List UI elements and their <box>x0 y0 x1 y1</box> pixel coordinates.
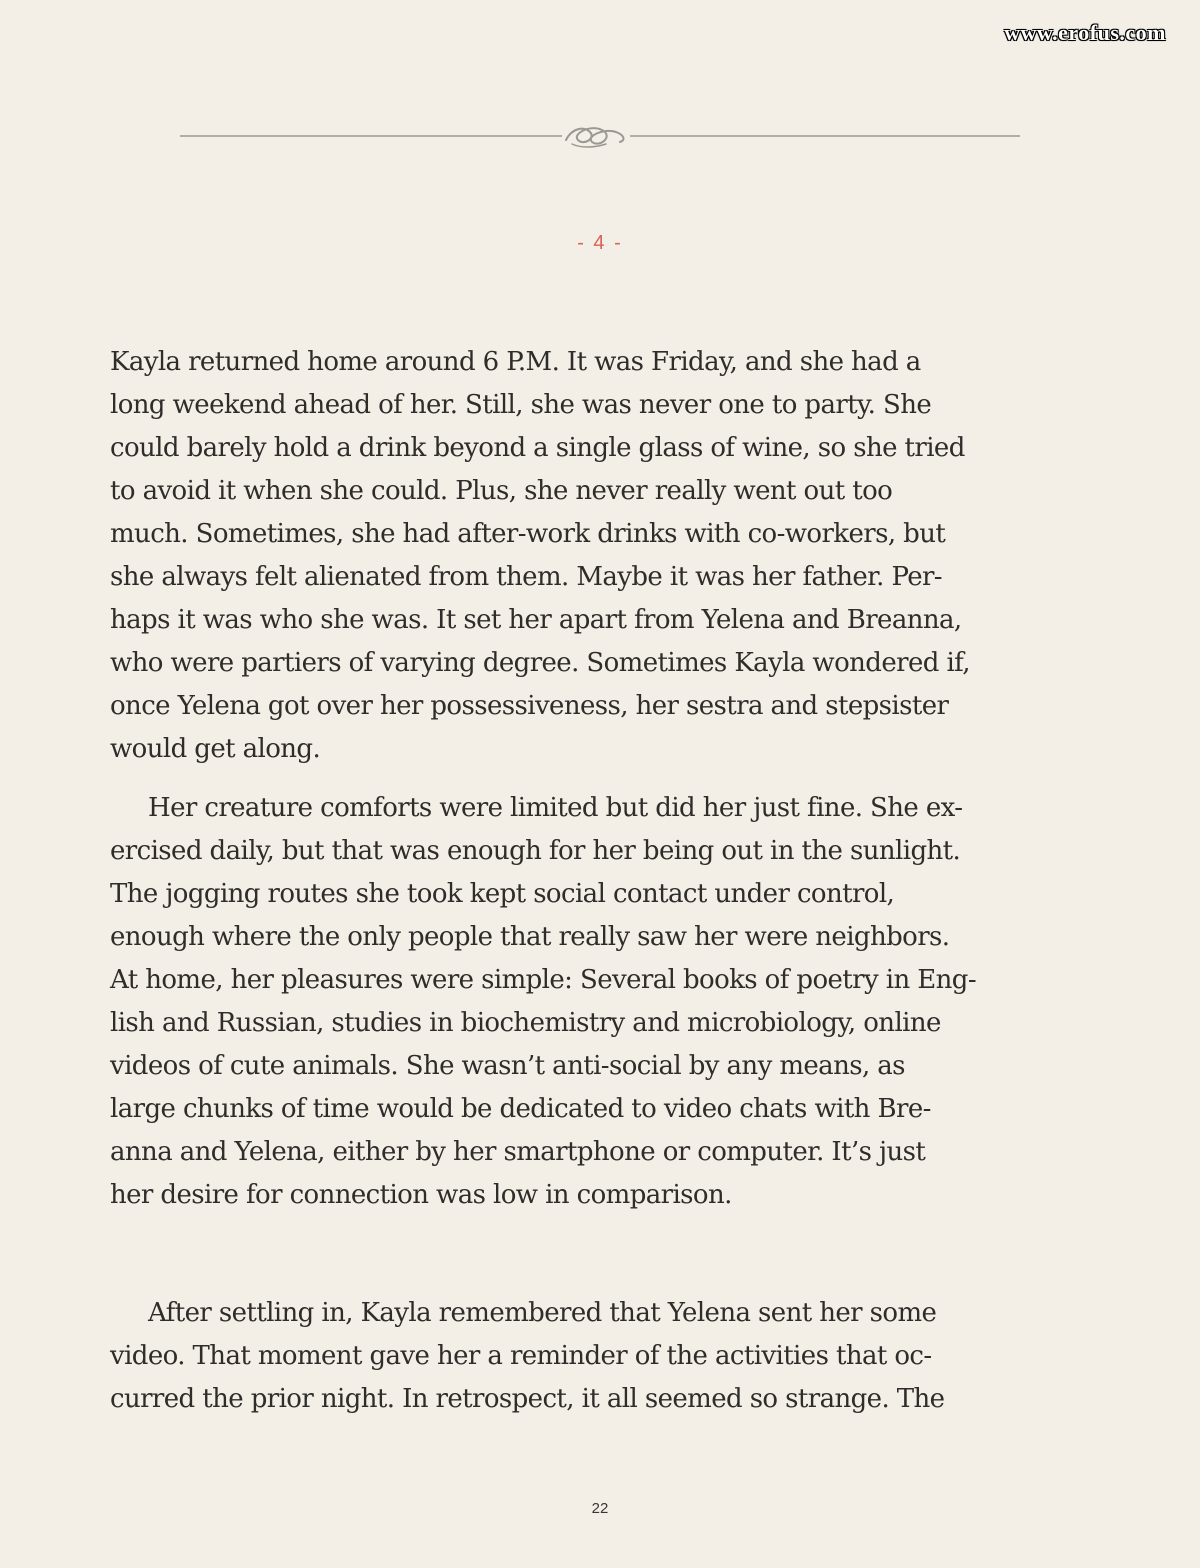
text-line: ercised daily, but that was enough for her being out in the sunlight. <box>110 836 961 866</box>
paragraph-2 <box>110 787 1100 1217</box>
text-line: to avoid it when she could. Plus, she never really went out too <box>110 476 893 506</box>
text-line: curred the prior night. In retrospect, it all seemed so strange. The <box>110 1384 945 1414</box>
text-line: anna and Yelena, either by her smartphone or computer. It’s just <box>110 1137 926 1167</box>
text-line: At home, her pleasures were simple: Several books of poetry in Eng- <box>110 965 977 995</box>
text-line: once Yelena got over her possessiveness, her sestra and stepsister <box>110 691 949 721</box>
text-line: her desire for connection was low in comparison. <box>110 1180 732 1210</box>
page-number: 22 <box>591 1500 609 1517</box>
text-line: haps it was who she was. It set her apart from Yelena and Breanna, <box>110 605 962 635</box>
text-line: long weekend ahead of her. Still, she was never one to party. She <box>110 390 932 420</box>
flourish-divider <box>180 118 1020 154</box>
text-line: large chunks of time would be dedicated to video chats with Bre- <box>110 1094 931 1124</box>
text-line: lish and Russian, studies in biochemistry and microbiology, online <box>110 1008 941 1038</box>
text-line: enough where the only people that really saw her were neighbors. <box>110 922 950 952</box>
text-line: she always felt alienated from them. Maybe it was her father. Per- <box>110 562 942 592</box>
watermark-text: www.erofus.com <box>1004 20 1166 45</box>
text-line: much. Sometimes, she had after-work drinks with co-workers, but <box>110 519 946 549</box>
text-line: videos of cute animals. She wasn’t anti-social by any means, as <box>110 1051 905 1081</box>
paragraph-1 <box>110 341 1100 771</box>
text-line: who were partiers of varying degree. Sometimes Kayla wondered if, <box>110 648 970 678</box>
text-line: The jogging routes she took kept social contact under control, <box>110 879 895 909</box>
paragraph-3 <box>110 1292 1100 1421</box>
text-line: Kayla returned home around 6 P.M. It was Friday, and she had a <box>110 347 921 377</box>
text-line: could barely hold a drink beyond a single glass of wine, so she tried <box>110 433 965 463</box>
text-line: After settling in, Kayla remembered that Yelena sent her some <box>148 1298 937 1328</box>
text-line: Her creature comforts were limited but did her just fine. She ex- <box>148 793 963 823</box>
text-line: video. That moment gave her a reminder of the activities that oc- <box>110 1341 932 1371</box>
chapter-number: - 4 - <box>577 232 623 254</box>
text-line: would get along. <box>110 734 321 764</box>
